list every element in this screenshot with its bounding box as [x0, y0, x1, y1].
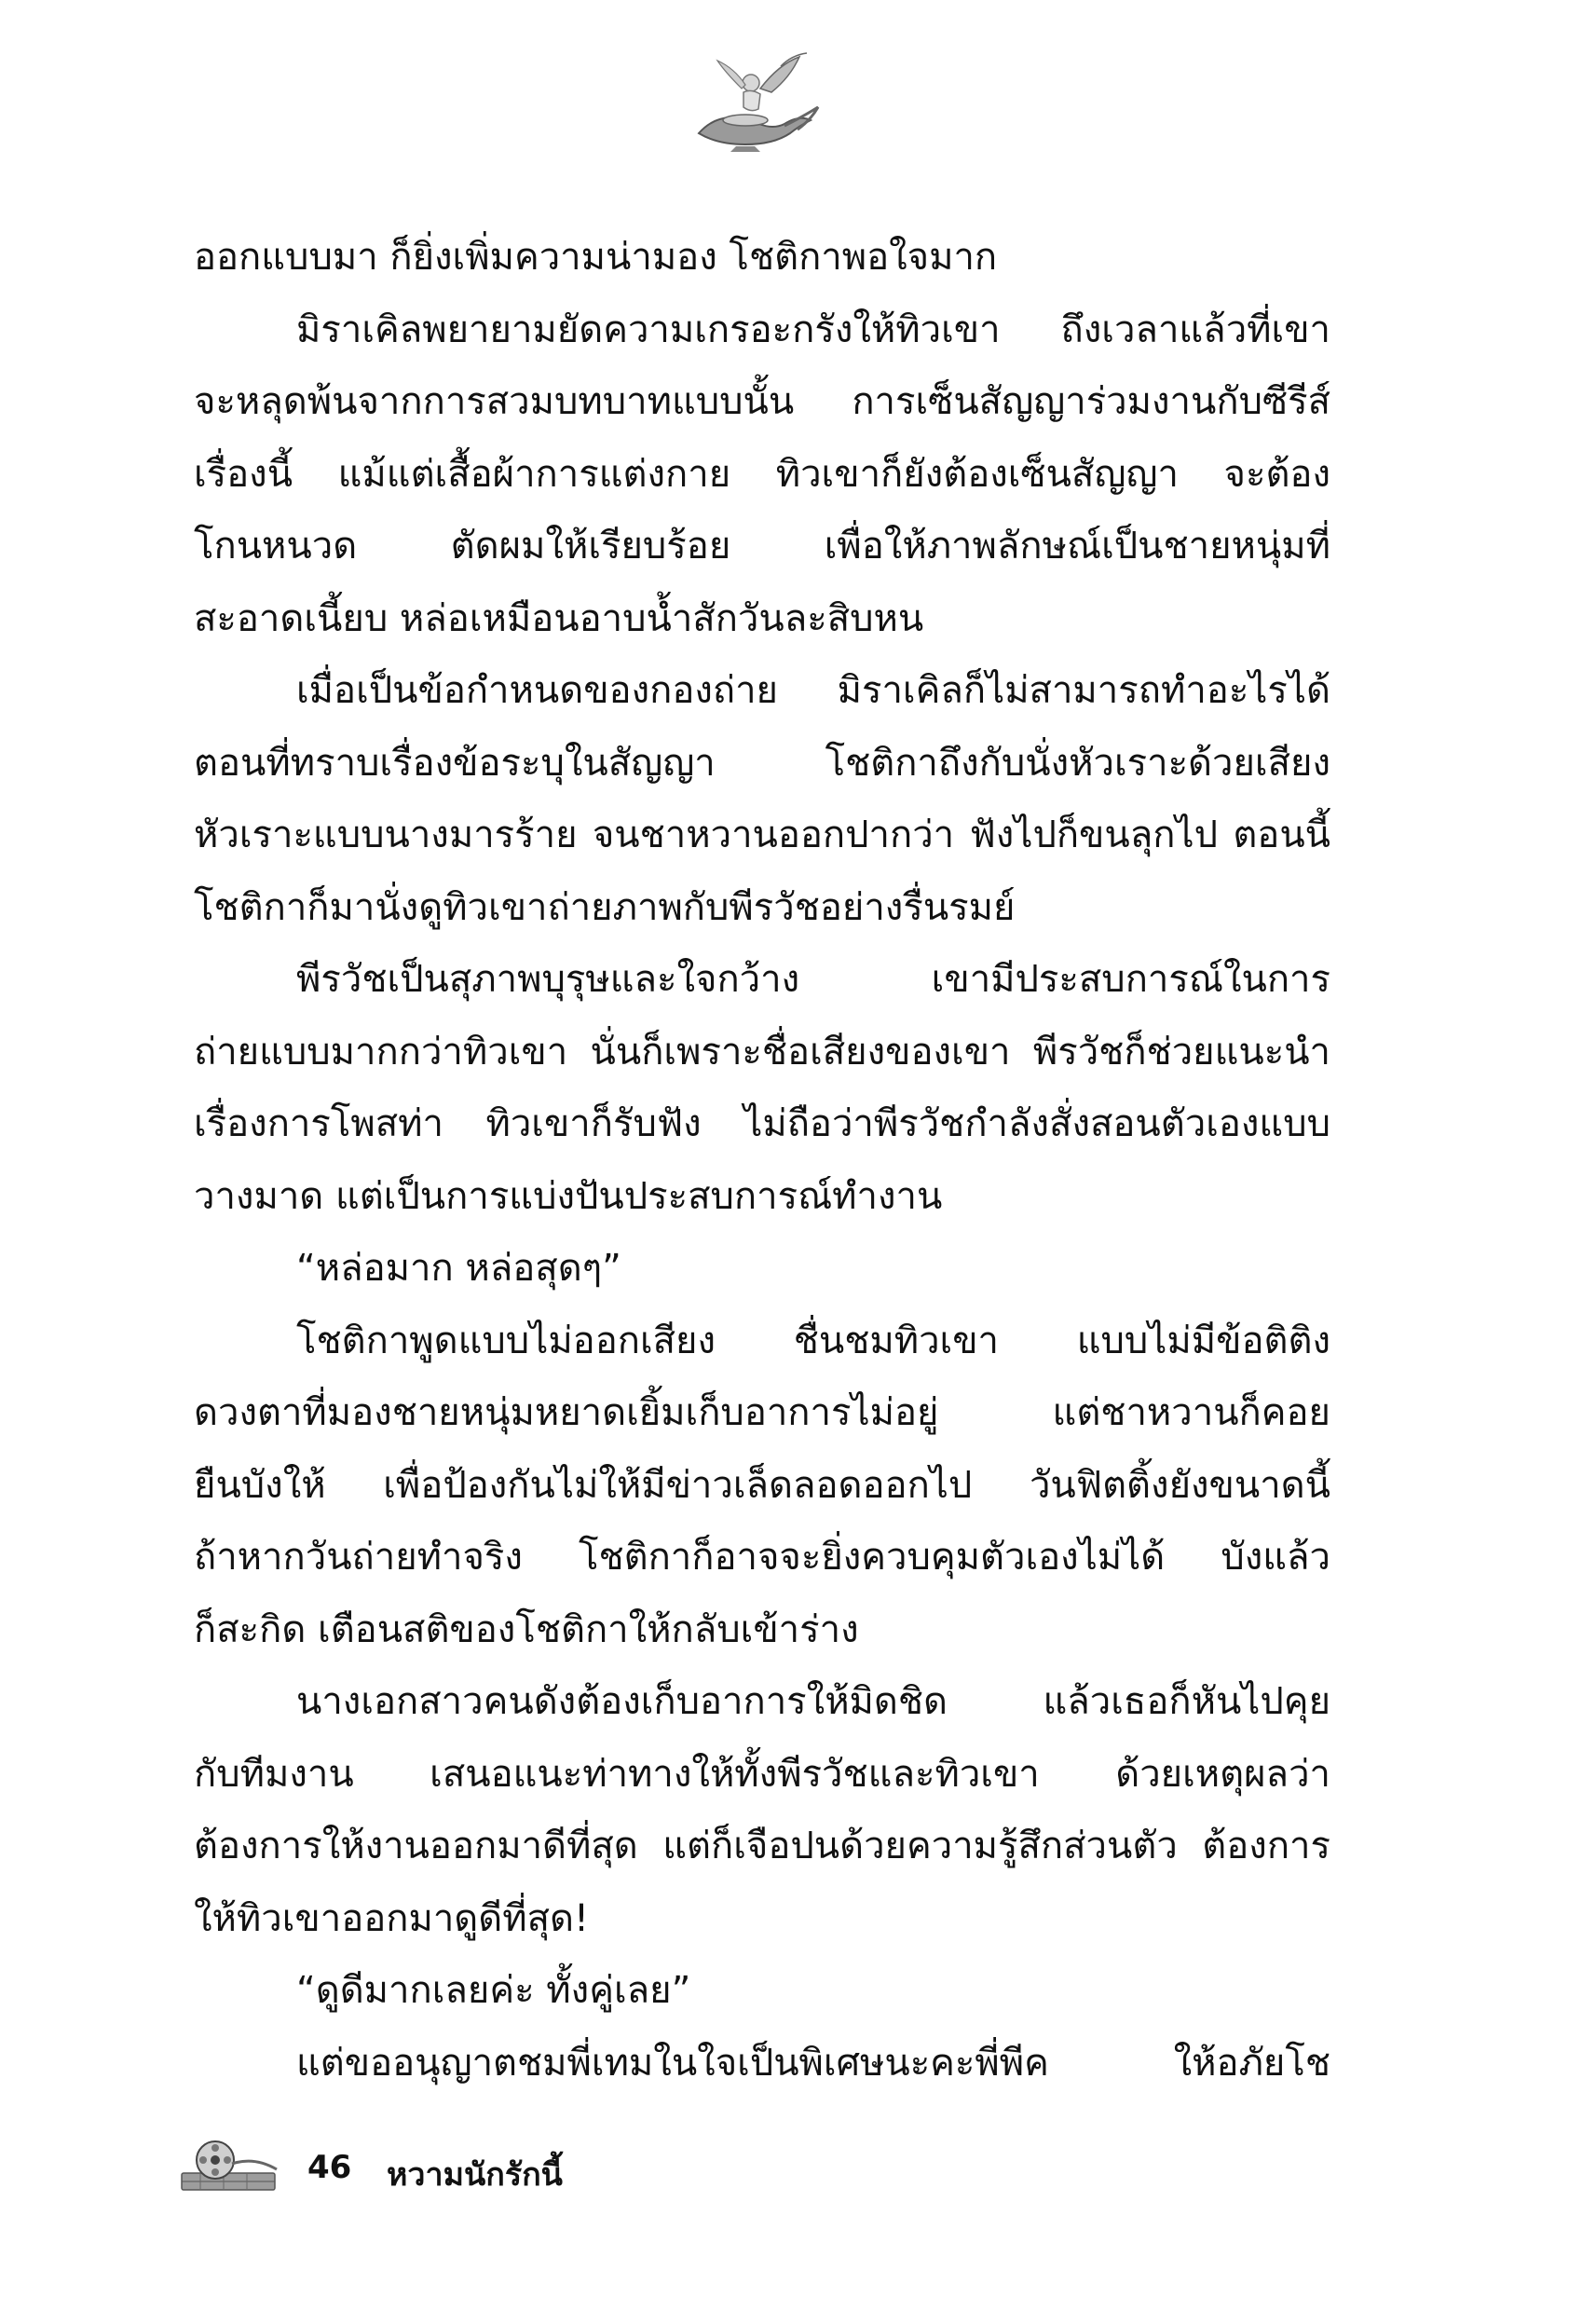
text-line: แต่ขออนุญาตชมพี่เทมในใจเป็นพิเศษนะคะพี่พีค ให้อภัยโช — [296, 2041, 1330, 2085]
text-line: วางมาด แต่เป็นการแบ่งปันประสบการณ์ทำงาน — [194, 1174, 943, 1218]
text-line: มิราเคิลพยายามยัดความเกรอะกรังให้ทิวเขา ถึงเวลาแล้วที่เขา — [296, 308, 1330, 351]
text-line: เรื่องการโพสท่า ทิวเขาก็รับฟัง ไม่ถือว่าพีรวัชกำลังสั่งสอนตัวเองแบบ — [194, 1102, 1330, 1145]
text-line: ดวงตาที่มองชายหนุ่มหยาดเยิ้มเก็บอาการไม่อยู่ แต่ชาหวานก็คอย — [194, 1391, 1330, 1434]
text-line: หัวเราะแบบนางมารร้าย จนชาหวานออกปากว่า ฟังไปก็ขนลุกไป ตอนนี้ — [194, 814, 1330, 856]
text-line: ต้องการให้งานออกมาดีที่สุด แต่ก็เจือปนด้วยความรู้สึกส่วนตัว ต้องการ — [194, 1825, 1330, 1867]
text-line: “หล่อมาก หล่อสุดๆ” — [296, 1247, 621, 1290]
body-text — [194, 222, 1330, 2099]
page-number: 46 — [307, 2149, 352, 2186]
page-footer — [172, 2136, 825, 2201]
text-line: โชติกาก็มานั่งดูทิวเขาถ่ายภาพกับพีรวัชอย่างรื่นรมย์ — [194, 885, 1016, 929]
text-line: โกนหนวด ตัดผมให้เรียบร้อย เพื่อให้ภาพลักษณ์เป็นชายหนุ่มที่ — [194, 525, 1330, 567]
text-line: “ดูดีมากเลยค่ะ ทั้งคู่เลย” — [296, 1969, 691, 2012]
text-line: ถ่ายแบบมากกว่าทิวเขา นั่นก็เพราะชื่อเสียงของเขา พีรวัชก็ช่วยแนะนำ — [194, 1030, 1330, 1073]
text-line: จะหลุดพ้นจากการสวมบทบาทแบบนั้น การเซ็นสัญญาร่วมงานกับซีรีส์ — [194, 380, 1330, 423]
text-line: โชติกาพูดแบบไม่ออกเสียง ชื่นชมทิวเขา แบบไม่มีข้อติติง — [296, 1319, 1330, 1362]
text-line: ออกแบบมา ก็ยิ่งเพิ่มความน่ามอง โชติกาพอใจมาก — [194, 236, 998, 279]
text-line: กับทีมงาน เสนอแนะท่าทางให้ทั้งพีรวัชและทิวเขา ด้วยเหตุผลว่า — [194, 1752, 1330, 1796]
text-line: ให้ทิวเขาออกมาดูดีที่สุด! — [194, 1896, 590, 1940]
text-line: ถ้าหากวันถ่ายทำจริง โชติกาก็อาจจะยิ่งควบคุมตัวเองไม่ได้ บังแล้ว — [194, 1536, 1330, 1579]
text-line: เรื่องนี้ แม้แต่เสื้อผ้าการแต่งกาย ทิวเขาก็ยังต้องเซ็นสัญญา จะต้อง — [194, 452, 1330, 496]
text-line: นางเอกสาวคนดังต้องเก็บอาการให้มิดชิด แล้วเธอก็หันไปคุย — [296, 1680, 1330, 1723]
text-line: สะอาดเนี้ยบ หล่อเหมือนอาบน้ำสักวันละสิบหน — [194, 596, 924, 640]
text-line: พีรวัชเป็นสุภาพบุรุษและใจกว้าง เขามีประสบการณ์ในการ — [296, 958, 1330, 1001]
text-line: ตอนที่ทราบเรื่องข้อระบุในสัญญา โชติกาถึงกับนั่งหัวเราะด้วยเสียง — [194, 741, 1330, 785]
text-line: เมื่อเป็นข้อกำหนดของกองถ่าย มิราเคิลก็ไม่สามารถทำอะไรได้ — [296, 669, 1330, 712]
film-reel-icon — [172, 2136, 284, 2194]
text-line: ยืนบังให้ เพื่อป้องกันไม่ให้มีข่าวเล็ดลอดออกไป วันฟิตติ้งยังขนาดนี้ — [194, 1463, 1330, 1507]
text-line: ก็สะกิด เตือนสติของโชติกาให้กลับเข้าร่าง — [194, 1607, 859, 1651]
cupid-lamp-icon — [680, 51, 829, 154]
book-title: หวามนักรักนี้ — [387, 2156, 563, 2194]
